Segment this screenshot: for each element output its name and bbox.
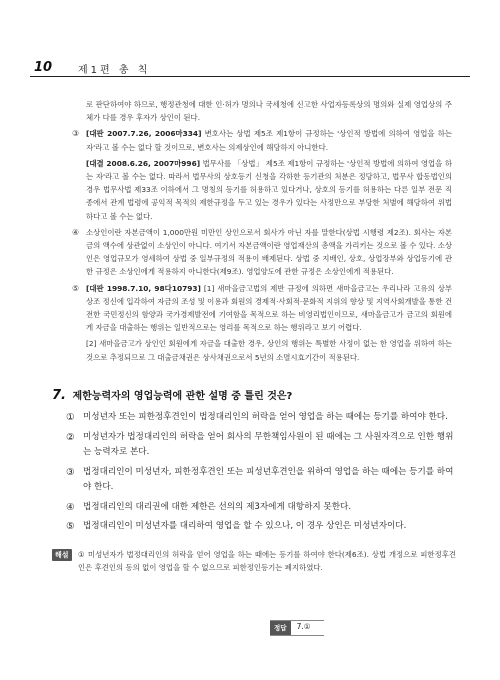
choice-text: 법정대리인이 미성년자, 피한정후견인 또는 피성년후견인을 위하여 영업을 하는 때에는 등기를 하여야 한다. xyxy=(83,466,454,492)
commentary-item xyxy=(72,226,452,279)
choice-marker: ③ xyxy=(66,466,75,478)
choice-item xyxy=(66,519,456,535)
item-text: 변호사는 상법 제5조 제1항이 규정하는 '상인적 방법에 의하여 영업을 하는 자'라고 볼 수는 없다 할 것이므로, 변호사는 의제상인에 해당하지 아니한다. xyxy=(86,129,452,152)
choice-text: 법정대리인의 대리권에 대한 제한은 선의의 제3자에게 대항하지 못한다. xyxy=(83,501,352,512)
answer-box xyxy=(270,620,324,636)
page-header xyxy=(0,56,500,80)
choice-marker: ⑤ xyxy=(66,521,75,532)
choice-marker: ② xyxy=(66,431,75,443)
case-citation: [대판 1998.7.10, 98다10793] xyxy=(86,283,201,293)
choice-marker: ④ xyxy=(66,501,75,513)
commentary-block xyxy=(72,98,452,367)
item-text: [1] 새마을금고법의 제반 규정에 의하면 새마을금고는 우리나라 고유의 상부상조 정신에 입각하여 자금의 조성 및 이용과 회원의 경제적·사회적·문화적 지위의 향상 및 지역사회개발을 통한 건전한 국민정신의 함양과 국가경제발전에 기여함을 목적으로 하는 비영리법인이므로, 새마을금고가 금고의 회원에게 자금을 대출하는 행위는 일반적으로는 영리를 목적으로 하는 행위라고 보기 어렵다. xyxy=(86,283,453,333)
commentary-item xyxy=(72,337,452,363)
item-text: 소상인이란 자본금액이 1,000만원 미만인 상인으로서 회사가 아닌 자를 말한다(상법 시행령 제2조). 회사는 자본금의 액수에 상관없이 소상인이 아니다. 여기서 자본금액이란 영업재산의 총액을 가리키는 것으로 볼 수 있다. 소상인은 영업규모가 영세하여 상법 중 일부규정의 적용이 배제된다. 상법 중 지배인, 상호, 상업장부와 상업등기에 관한 규정은 소상인에게 적용하지 아니한다(제9조). 영업양도에 관한 규정은 소상인에게 적용된다. xyxy=(86,227,453,277)
question-heading xyxy=(52,387,452,403)
case-citation: [대결 2008.6.26, 2007마996] xyxy=(86,158,201,168)
explanation-block xyxy=(52,548,456,574)
page-number: 10 xyxy=(34,60,53,75)
explanation-badge: 해설 xyxy=(52,549,72,561)
choice-list xyxy=(66,410,456,539)
choice-text: 미성년자 또는 피한정후견인이 법정대리인의 허락을 얻어 영업을 하는 때에는 등기를 하여야 한다. xyxy=(83,412,448,422)
commentary-item xyxy=(72,282,452,335)
item-marker: ⑤ xyxy=(72,283,80,293)
explanation-text: ① 미성년자가 법정대리인의 허락을 얻어 영업을 하는 때에는 등기를 하여야 한다(제6조). 상법 개정으로 피한정후견인은 후견인의 동의 없이 영업을 할 수 없으므로 피한정인등기는 폐지하였다. xyxy=(78,550,456,573)
choice-text: 미성년자가 법정대리인의 허락을 얻어 회사의 무한책임사원이 된 때에는 그 사원자격으로 인한 행위는 능력자로 본다. xyxy=(83,431,454,457)
choice-item xyxy=(66,500,456,516)
commentary-item xyxy=(72,127,452,153)
header-rule xyxy=(30,76,470,77)
choice-item xyxy=(66,410,456,426)
commentary-item xyxy=(72,157,452,223)
item-marker: ③ xyxy=(72,129,80,139)
item-text: [2] 새마을금고가 상인인 회원에게 자금을 대출한 경우, 상인의 행위는 특별한 사정이 없는 한 영업을 위하여 하는 것으로 추정되므로 그 대출금채권은 상사채권으로서 5년의 소멸시효기간이 적용된다. xyxy=(86,339,452,362)
choice-item xyxy=(66,465,456,496)
item-text: 법무사를 「상법」 제5조 제1항이 규정하는 '상인적 방법에 의하여 영업을 하는 자'라고 볼 수는 없다. 따라서 법무사의 상호등기 신청을 각하한 등기관의 처분은 정당하고, 법무사 합동법인의 경우 법무사법 제33조 이하에서 그 명칭의 등기를 허용하고 있다거나, 상호의 등기를 허용하는 다른 일부 전문 직종에서 관계 법령에 공익적 목적의 제한규정을 두고 있는 경우가 있다는 사정만으로 부당한 처별에 해당하여 위법하다고 볼 수는 없다. xyxy=(86,158,452,221)
choice-marker: ① xyxy=(66,412,75,423)
item-marker: ④ xyxy=(72,227,80,237)
answer-value: 7.① xyxy=(296,622,311,631)
case-citation: [대판 2007.7.26, 2006마334] xyxy=(86,129,202,139)
chapter-title: 제1편 총 칙 xyxy=(78,65,151,76)
choice-text: 법정대리인이 미성년자를 대리하여 영업을 할 수 있으나, 이 경우 상인은 미성년자이다. xyxy=(83,521,407,531)
intro-line: 로 판단하여야 하므로, 행정관청에 대한 인·허가 명의나 국세청에 신고한 사업자등록상의 명의와 실제 영업상의 주체가 다를 경우 후자가 상인이 된다. xyxy=(86,100,452,123)
answer-label: 정답 xyxy=(270,621,291,635)
choice-item xyxy=(66,430,456,461)
question-text: 제한능력자의 영업능력에 관한 설명 중 틀린 것은? xyxy=(72,391,293,402)
question-number: 7. xyxy=(52,388,66,403)
